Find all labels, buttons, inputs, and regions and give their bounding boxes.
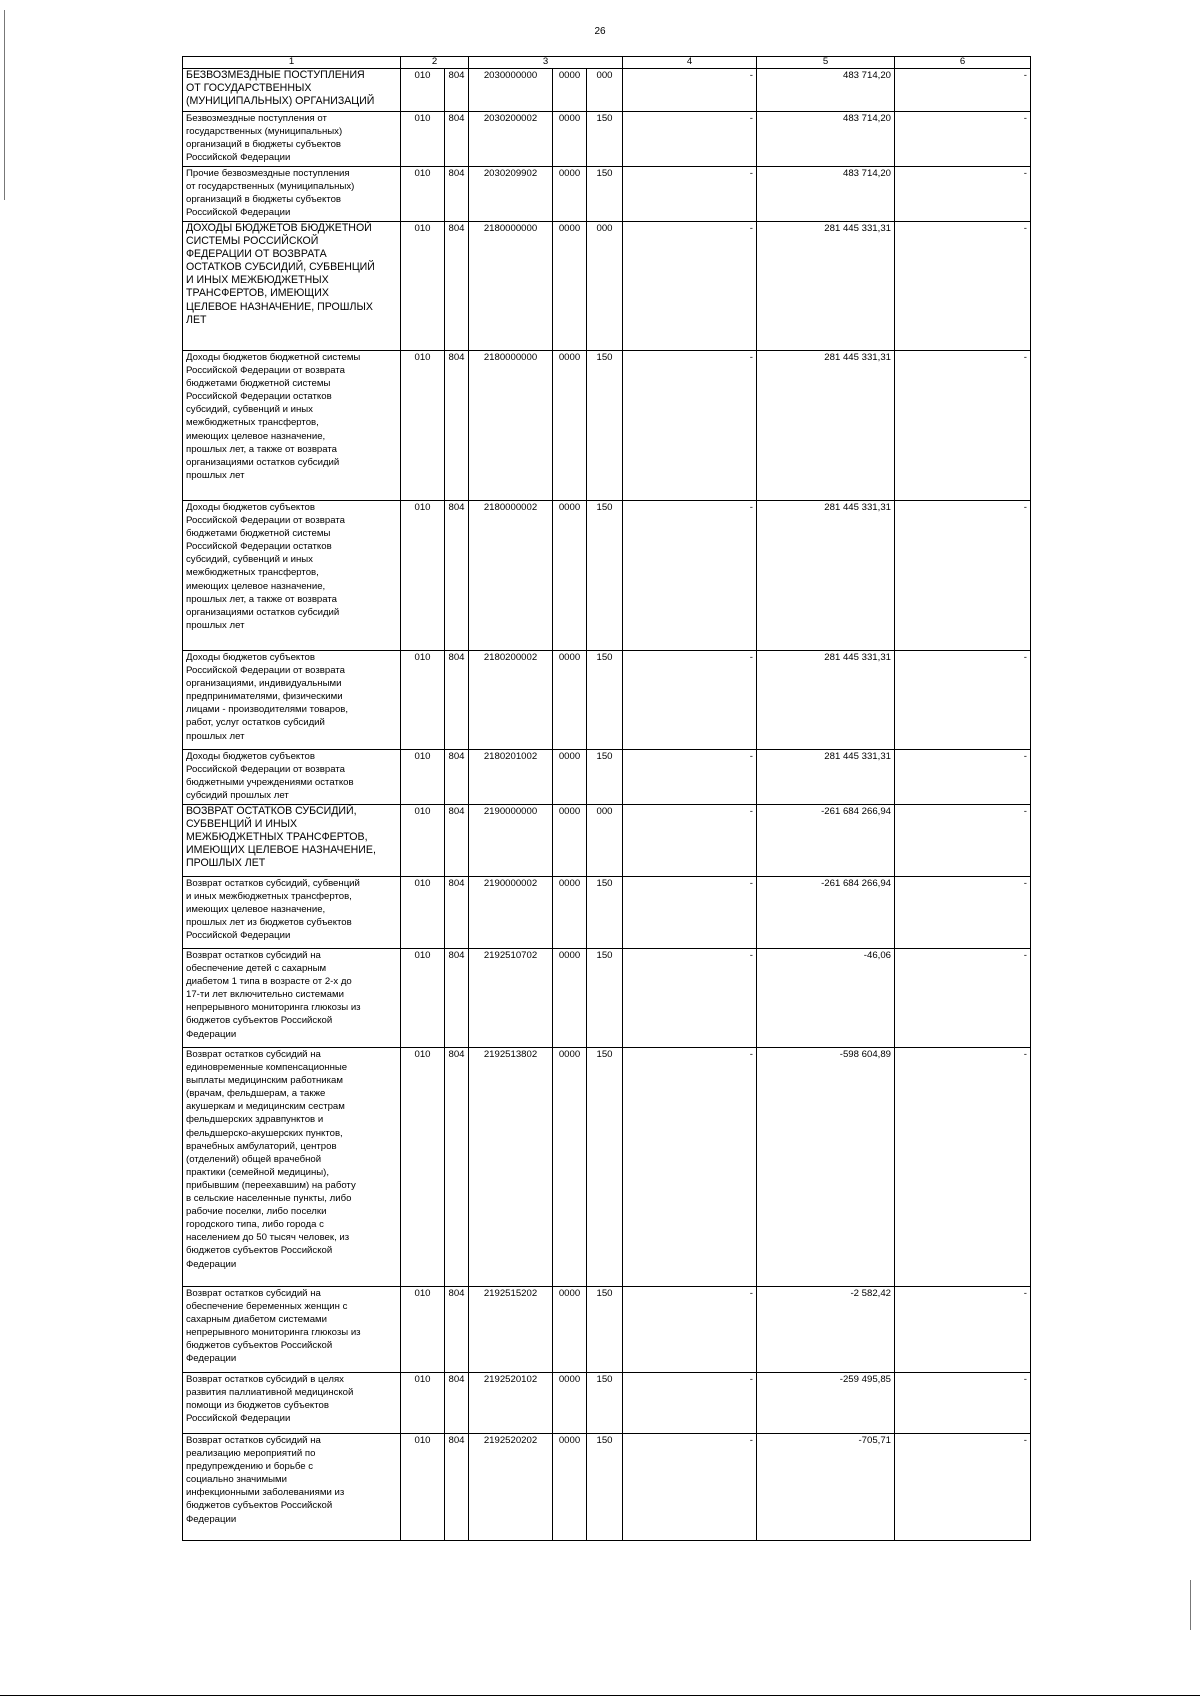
row-code-type: 2180000000 xyxy=(469,351,553,501)
row-description: Доходы бюджетов субъектов Российской Федерации от возврата бюджетными учреждениями остатков субсидий прошлых лет xyxy=(183,750,401,805)
row-code-chief: 804 xyxy=(445,351,469,501)
row-amount: -261 684 266,94 xyxy=(757,805,895,877)
row-amount: -2 582,42 xyxy=(757,1287,895,1373)
row-code-admin: 010 xyxy=(401,222,445,351)
row-col4-value: - xyxy=(623,805,757,877)
row-col6-value: - xyxy=(895,222,1031,351)
row-code-type: 2180000000 xyxy=(469,222,553,351)
row-description: Доходы бюджетов субъектов Российской Федерации от возврата организациями, индивидуальными предпринимателями, физическими лицами - производителями товаров, работ, услуг остатков субсидий прошлых лет xyxy=(183,651,401,750)
row-code-admin: 010 xyxy=(401,750,445,805)
row-col6-value: - xyxy=(895,805,1031,877)
row-code-kosgu: 150 xyxy=(587,1287,623,1373)
row-code-chief: 804 xyxy=(445,1287,469,1373)
row-code-admin: 010 xyxy=(401,949,445,1048)
header-row xyxy=(183,57,1031,69)
row-description: Возврат остатков субсидий на обеспечение беременных женщин с сахарным диабетом системами непрерывного мониторинга глюкозы из бюджетов субъектов Российской Федерации xyxy=(183,1287,401,1373)
row-amount: 281 445 331,31 xyxy=(757,222,895,351)
row-code-chief: 804 xyxy=(445,651,469,750)
row-code-kosgu: 150 xyxy=(587,167,623,222)
row-col6-value: - xyxy=(895,351,1031,501)
row-code-type: 2190000000 xyxy=(469,805,553,877)
scan-mark-right xyxy=(1190,1580,1191,1630)
row-code-sub: 0000 xyxy=(553,112,587,167)
row-col4-value: - xyxy=(623,1434,757,1541)
row-description: Возврат остатков субсидий на реализацию мероприятий по предупреждению и борьбе с социально значимыми инфекционными заболеваниями из бюджетов субъектов Российской Федерации xyxy=(183,1434,401,1541)
row-code-admin: 010 xyxy=(401,69,445,112)
table-row xyxy=(183,750,1031,805)
row-amount: 281 445 331,31 xyxy=(757,750,895,805)
row-description: Прочие безвозмездные поступления от государственных (муниципальных) организаций в бюджеты субъектов Российской Федерации xyxy=(183,167,401,222)
budget-table xyxy=(182,56,1031,1541)
row-code-type: 2180000002 xyxy=(469,501,553,651)
header-col-5: 5 xyxy=(757,57,895,69)
row-code-type: 2190000002 xyxy=(469,877,553,949)
row-description: Возврат остатков субсидий на единовременные компенсационные выплаты медицинским работникам (врачам, фельдшерам, а также акушеркам и медицинским сестрам фельдшерских здравпунктов и фельдшерско-акушерских пунктов, врачебных амбулаторий, центров (отделений) общей врачебной практики (семейной медицины), прибывшим (переехавшим) на работу в сельские населенные пункты, либо рабочие поселки, либо поселки городского типа, либо города с населением до 50 тысяч человек, из бюджетов субъектов Российской Федерации xyxy=(183,1048,401,1287)
table-row xyxy=(183,949,1031,1048)
row-code-admin: 010 xyxy=(401,1048,445,1287)
row-code-sub: 0000 xyxy=(553,651,587,750)
row-code-sub: 0000 xyxy=(553,1287,587,1373)
row-amount: 483 714,20 xyxy=(757,69,895,112)
row-col6-value: - xyxy=(895,1373,1031,1434)
row-description: БЕЗВОЗМЕЗДНЫЕ ПОСТУПЛЕНИЯ ОТ ГОСУДАРСТВЕННЫХ (МУНИЦИПАЛЬНЫХ) ОРГАНИЗАЦИЙ xyxy=(183,69,401,112)
row-amount: -259 495,85 xyxy=(757,1373,895,1434)
row-code-admin: 010 xyxy=(401,651,445,750)
row-col6-value: - xyxy=(895,651,1031,750)
page-number: 26 xyxy=(594,26,606,37)
row-code-kosgu: 150 xyxy=(587,1434,623,1541)
row-code-kosgu: 000 xyxy=(587,69,623,112)
row-code-chief: 804 xyxy=(445,805,469,877)
row-code-chief: 804 xyxy=(445,1048,469,1287)
row-col6-value: - xyxy=(895,167,1031,222)
row-code-kosgu: 150 xyxy=(587,1048,623,1287)
row-amount: 281 445 331,31 xyxy=(757,501,895,651)
row-col6-value: - xyxy=(895,1434,1031,1541)
row-code-type: 2192520102 xyxy=(469,1373,553,1434)
row-code-admin: 010 xyxy=(401,501,445,651)
row-col6-value: - xyxy=(895,877,1031,949)
row-col4-value: - xyxy=(623,750,757,805)
row-code-sub: 0000 xyxy=(553,1434,587,1541)
row-description: Безвозмездные поступления от государственных (муниципальных) организаций в бюджеты субъектов Российской Федерации xyxy=(183,112,401,167)
row-col4-value: - xyxy=(623,1048,757,1287)
row-col6-value: - xyxy=(895,949,1031,1048)
row-code-admin: 010 xyxy=(401,167,445,222)
row-col4-value: - xyxy=(623,112,757,167)
row-code-sub: 0000 xyxy=(553,949,587,1048)
row-col4-value: - xyxy=(623,351,757,501)
table-row xyxy=(183,1048,1031,1287)
table-row xyxy=(183,69,1031,112)
row-code-sub: 0000 xyxy=(553,222,587,351)
row-code-kosgu: 150 xyxy=(587,949,623,1048)
row-description: Доходы бюджетов субъектов Российской Федерации от возврата бюджетами бюджетной системы Российской Федерации остатков субсидий, субвенций и иных межбюджетных трансфертов, имеющих целевое назначение, прошлых лет, а также от возврата организациями остатков субсидий прошлых лет xyxy=(183,501,401,651)
row-col6-value: - xyxy=(895,1048,1031,1287)
row-code-sub: 0000 xyxy=(553,69,587,112)
row-description: Возврат остатков субсидий на обеспечение детей с сахарным диабетом 1 типа в возрасте от 2-х до 17-ти лет включительно системами непрерывного мониторинга глюкозы из бюджетов субъектов Российской Федерации xyxy=(183,949,401,1048)
scan-edge-line xyxy=(0,1695,1200,1696)
table-row xyxy=(183,805,1031,877)
row-amount: -46,06 xyxy=(757,949,895,1048)
row-description: Возврат остатков субсидий, субвенций и иных межбюджетных трансфертов, имеющих целевое назначение, прошлых лет из бюджетов субъектов Российской Федерации xyxy=(183,877,401,949)
row-code-kosgu: 150 xyxy=(587,651,623,750)
row-col6-value: - xyxy=(895,501,1031,651)
table-row xyxy=(183,351,1031,501)
header-col-2: 2 xyxy=(401,57,469,69)
table-row xyxy=(183,501,1031,651)
row-amount: -261 684 266,94 xyxy=(757,877,895,949)
row-col4-value: - xyxy=(623,167,757,222)
row-col4-value: - xyxy=(623,501,757,651)
header-col-3: 3 xyxy=(469,57,623,69)
row-code-sub: 0000 xyxy=(553,805,587,877)
row-code-chief: 804 xyxy=(445,222,469,351)
row-code-type: 2192520202 xyxy=(469,1434,553,1541)
row-code-kosgu: 150 xyxy=(587,112,623,167)
row-amount: 281 445 331,31 xyxy=(757,651,895,750)
row-code-type: 2192513802 xyxy=(469,1048,553,1287)
row-code-kosgu: 150 xyxy=(587,351,623,501)
row-code-type: 2030000000 xyxy=(469,69,553,112)
table-row xyxy=(183,167,1031,222)
row-code-sub: 0000 xyxy=(553,167,587,222)
row-code-kosgu: 000 xyxy=(587,805,623,877)
row-code-type: 2180200002 xyxy=(469,651,553,750)
row-code-sub: 0000 xyxy=(553,351,587,501)
row-code-chief: 804 xyxy=(445,69,469,112)
row-code-sub: 0000 xyxy=(553,877,587,949)
row-amount: -705,71 xyxy=(757,1434,895,1541)
row-code-kosgu: 150 xyxy=(587,750,623,805)
row-col6-value: - xyxy=(895,750,1031,805)
row-description: ДОХОДЫ БЮДЖЕТОВ БЮДЖЕТНОЙ СИСТЕМЫ РОССИЙСКОЙ ФЕДЕРАЦИИ ОТ ВОЗВРАТА ОСТАТКОВ СУБСИДИЙ, СУБВЕНЦИЙ И ИНЫХ МЕЖБЮДЖЕТНЫХ ТРАНСФЕРТОВ, ИМЕЮЩИХ ЦЕЛЕВОЕ НАЗНАЧЕНИЕ, ПРОШЛЫХ ЛЕТ xyxy=(183,222,401,351)
row-code-kosgu: 000 xyxy=(587,222,623,351)
table-row xyxy=(183,1434,1031,1541)
row-code-chief: 804 xyxy=(445,1434,469,1541)
row-code-admin: 010 xyxy=(401,1434,445,1541)
row-code-admin: 010 xyxy=(401,805,445,877)
row-code-chief: 804 xyxy=(445,750,469,805)
table-row xyxy=(183,1373,1031,1434)
row-code-sub: 0000 xyxy=(553,1373,587,1434)
row-col4-value: - xyxy=(623,651,757,750)
row-amount: 483 714,20 xyxy=(757,167,895,222)
row-code-type: 2030209902 xyxy=(469,167,553,222)
row-col6-value: - xyxy=(895,112,1031,167)
row-description: ВОЗВРАТ ОСТАТКОВ СУБСИДИЙ, СУБВЕНЦИЙ И ИНЫХ МЕЖБЮДЖЕТНЫХ ТРАНСФЕРТОВ, ИМЕЮЩИХ ЦЕЛЕВОЕ НАЗНАЧЕНИЕ, ПРОШЛЫХ ЛЕТ xyxy=(183,805,401,877)
row-code-type: 2030200002 xyxy=(469,112,553,167)
row-col4-value: - xyxy=(623,949,757,1048)
row-amount: 281 445 331,31 xyxy=(757,351,895,501)
table-row xyxy=(183,112,1031,167)
scan-mark-left xyxy=(4,10,5,200)
row-code-chief: 804 xyxy=(445,501,469,651)
row-amount: -598 604,89 xyxy=(757,1048,895,1287)
row-description: Возврат остатков субсидий в целях развития паллиативной медицинской помощи из бюджетов субъектов Российской Федерации xyxy=(183,1373,401,1434)
row-col6-value: - xyxy=(895,1287,1031,1373)
table-row xyxy=(183,877,1031,949)
row-code-chief: 804 xyxy=(445,1373,469,1434)
row-col4-value: - xyxy=(623,877,757,949)
header-col-6: 6 xyxy=(895,57,1031,69)
row-code-kosgu: 150 xyxy=(587,1373,623,1434)
row-col4-value: - xyxy=(623,1287,757,1373)
header-col-4: 4 xyxy=(623,57,757,69)
row-code-admin: 010 xyxy=(401,877,445,949)
row-code-kosgu: 150 xyxy=(587,877,623,949)
row-code-type: 2192515202 xyxy=(469,1287,553,1373)
row-col4-value: - xyxy=(623,69,757,112)
table-row xyxy=(183,222,1031,351)
row-code-sub: 0000 xyxy=(553,501,587,651)
row-code-sub: 0000 xyxy=(553,1048,587,1287)
row-col4-value: - xyxy=(623,1373,757,1434)
row-description: Доходы бюджетов бюджетной системы Российской Федерации от возврата бюджетами бюджетной системы Российской Федерации остатков субсидий, субвенций и иных межбюджетных трансфертов, имеющих целевое назначение, прошлых лет, а также от возврата организациями остатков субсидий прошлых лет xyxy=(183,351,401,501)
row-code-sub: 0000 xyxy=(553,750,587,805)
row-code-admin: 010 xyxy=(401,112,445,167)
row-code-chief: 804 xyxy=(445,167,469,222)
row-code-admin: 010 xyxy=(401,1373,445,1434)
row-code-type: 2180201002 xyxy=(469,750,553,805)
row-col4-value: - xyxy=(623,222,757,351)
header-col-1: 1 xyxy=(183,57,401,69)
row-code-chief: 804 xyxy=(445,112,469,167)
table-row xyxy=(183,651,1031,750)
row-col6-value: - xyxy=(895,69,1031,112)
row-code-admin: 010 xyxy=(401,1287,445,1373)
row-amount: 483 714,20 xyxy=(757,112,895,167)
row-code-type: 2192510702 xyxy=(469,949,553,1048)
row-code-kosgu: 150 xyxy=(587,501,623,651)
row-code-chief: 804 xyxy=(445,949,469,1048)
row-code-chief: 804 xyxy=(445,877,469,949)
row-code-admin: 010 xyxy=(401,351,445,501)
table-row xyxy=(183,1287,1031,1373)
